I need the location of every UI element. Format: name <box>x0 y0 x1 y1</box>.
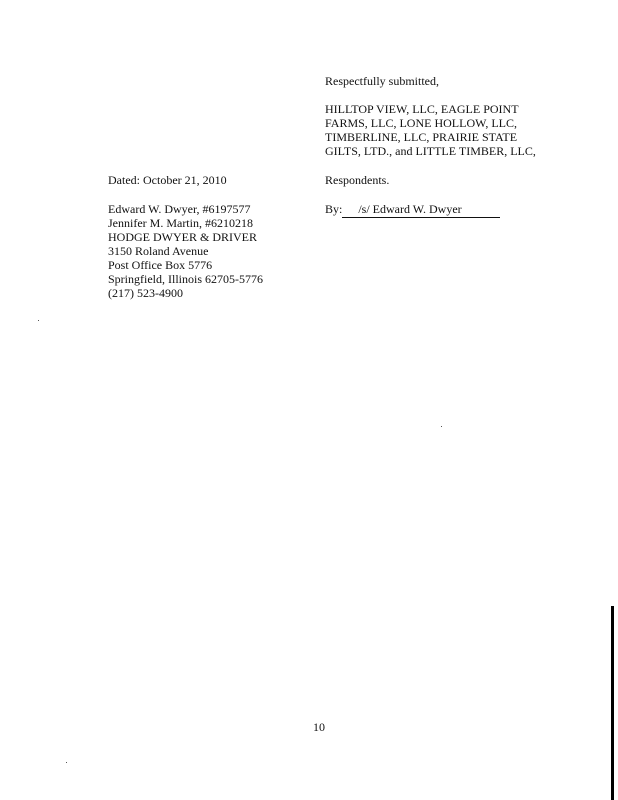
signature-underline <box>342 202 500 218</box>
counsel-line: Jennifer M. Martin, #6210218 <box>108 216 253 230</box>
counsel-line: HODGE DWYER & DRIVER <box>108 230 257 244</box>
counsel-line: Springfield, Illinois 62705-5776 <box>108 272 263 286</box>
respondents-label: Respondents. <box>325 173 390 187</box>
page-number: 10 <box>313 720 325 734</box>
signature-line <box>325 202 500 218</box>
counsel-line: Edward W. Dwyer, #6197577 <box>108 202 251 216</box>
parties-line: TIMBERLINE, LLC, PRAIRIE STATE <box>325 130 518 144</box>
scan-speck <box>38 320 39 321</box>
counsel-line: 3150 Roland Avenue <box>108 244 209 258</box>
counsel-line: (217) 523-4900 <box>108 286 183 300</box>
dated-line: Dated: October 21, 2010 <box>108 173 227 187</box>
parties-line: HILLTOP VIEW, LLC, EAGLE POINT <box>325 102 519 116</box>
counsel-line: Post Office Box 5776 <box>108 258 213 272</box>
parties-line: FARMS, LLC, LONE HOLLOW, LLC, <box>325 116 517 130</box>
scan-speck <box>441 426 442 427</box>
scan-edge-bar <box>611 606 614 800</box>
parties-line: GILTS, LTD., and LITTLE TIMBER, LLC, <box>325 144 536 158</box>
signature-text: /s/ Edward W. Dwyer <box>358 202 462 216</box>
by-label: By: <box>325 202 343 216</box>
closing-text: Respectfully submitted, <box>325 74 439 88</box>
scan-speck <box>66 762 67 763</box>
